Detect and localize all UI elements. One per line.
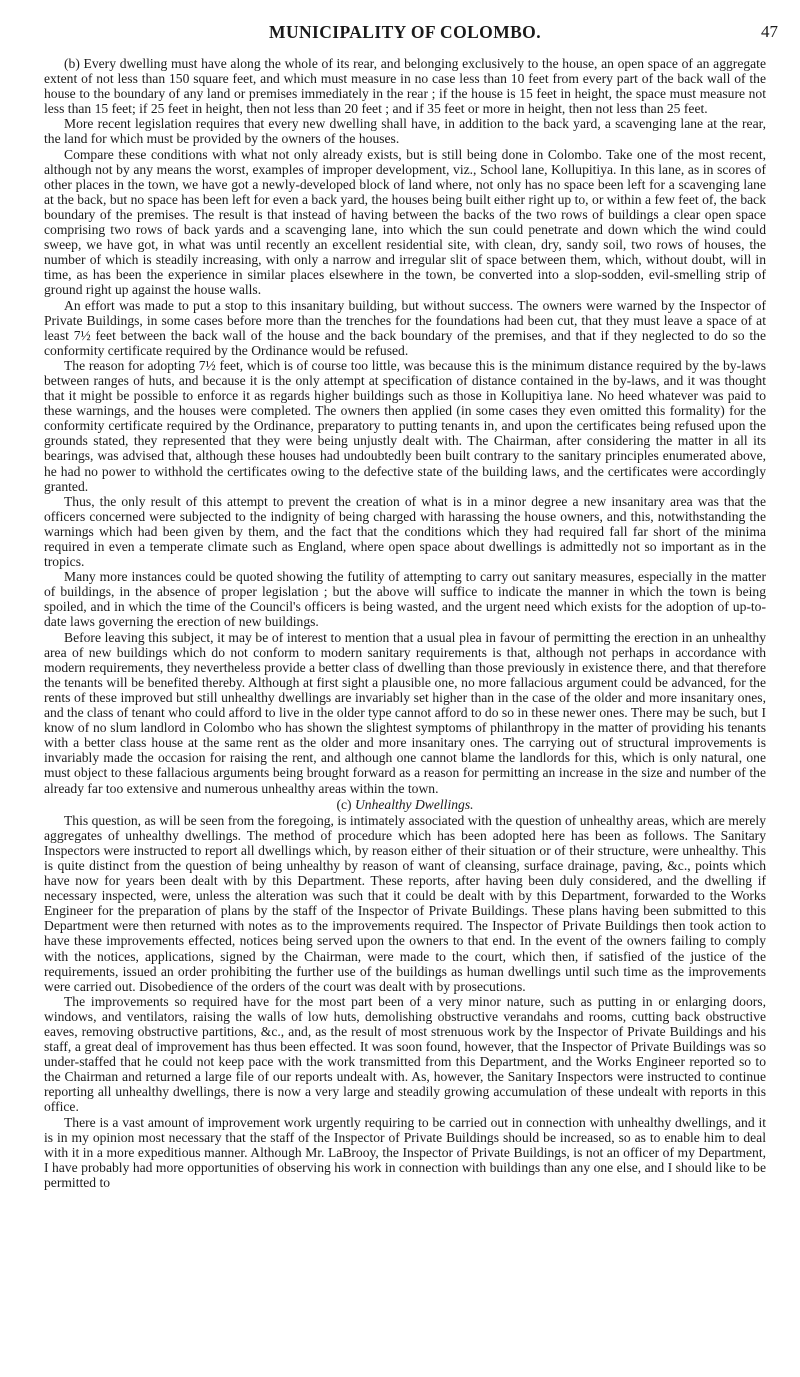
paragraph: Many more instances could be quoted showing the futility of attempting to carry out sanitary measures, especially in the matter of buildings, in the absence of proper legislation ; but the above will suffice to indicate the manner in which the town is being spoiled, and in which the time of the Council's officers is being wasted, and the urgent need which exists for the adoption of up-to-date laws governing the erection of new buildings. (44, 569, 766, 630)
paragraph: The reason for adopting 7½ feet, which is of course too little, was because this is the minimum distance required by the by-laws between ranges of huts, and because it is the only attempt at specification of distance contained in the by-laws, and it was thought that it might be possible to enforce it as regards higher buildings such as those in Kollupitiya lane. No heed whatever was paid to these warnings, and the houses were completed. The owners then applied (in some cases they even omitted this formality) for the conformity certificate required by the Ordinance, preparatory to putting tenants in, and upon the certificates being refused upon the grounds stated, they represented that they were being unjustly dealt with. The Chairman, after considering the matter in all its bearings, was advised that, although these houses had undoubtedly been built contrary to the sanitary principles enumerated above, he had no power to withhold the certificates owing to the defective state of the building laws, and the certificates were accordingly granted. (44, 357, 766, 494)
section-label: (c) (336, 796, 352, 812)
paragraph: This question, as will be seen from the foregoing, is intimately associated with the question of unhealthy areas, which are merely aggregates of unhealthy dwellings. The method of procedure which has been adopted here has been as follows. The Sanitary Inspectors were instructed to report all dwellings which, by reason either of their situation or of their structure, were unhealthy. This is quite distinct from the question of being unhealthy by reason of want of cleansing, surface drainage, paving, &c., points which have now for years been dealt with by this Department. These reports, after having been duly considered, and the dwelling if necessary inspected, were, unless the alteration was such that it could be dealt with by this Department, forwarded to the Works Engineer for the preparation of plans by the staff of the Inspector of Private Buildings. These plans having been submitted to this Department were then returned with notes as to the improvements required. The Inspector of Private Buildings then took action to have these improvements effected, notices being served upon the owners to that end. In the event of the owners failing to comply with the notices, applications, signed by the Chairman, were made to the court, which then, if satisfied of the justice of the requirements, issued an order prohibiting the further use of the buildings as human dwellings until such time as the improvements were carried out. Disobedience of the orders of the court was dealt with by prosecutions. (44, 812, 766, 994)
body-text (44, 56, 766, 1190)
paragraph: Compare these conditions with what not only already exists, but is still being done in Colombo. Take one of the most recent, although not by any means the worst, examples of improper development, viz., School lane, Kollupitiya. In this lane, as in scores of other places in the town, we have got a newly-developed block of land where, not only has no space been left for a scavenging lane at the back, but no space has been left for even a back yard, the houses being built either right up to, or within a few feet of, the back boundary of the premises. The result is that instead of having between the backs of the two rows of buildings a clear open space comprising two rows of back yards and a scavenging lane, into which the sun could penetrate and down which the wind could sweep, we have got, in what was until recently an excellent residential site, with clean, dry, sandy soil, two rows of houses, the number of which is steadily increasing, with only a narrow and irregular slit of space between them, which, without doubt, will in time, as has been the experience in similar places elsewhere in the town, be converted into a slop-sodden, evil-smelling strip of ground right up against the house walls. (44, 146, 766, 298)
paragraph: There is a vast amount of improvement work urgently requiring to be carried out in connection with unhealthy dwellings, and it is in my opinion most necessary that the staff of the Inspector of Private Buildings should be increased, so as to enable him to deal with it in a more expeditious manner. Although Mr. LaBrooy, the Inspector of Private Buildings, is not an officer of my Department, I have probably had more opportunities of observing his work in connection with buildings than any one else, and I should like to be permitted to (44, 1114, 766, 1190)
paragraph: (b) Every dwelling must have along the whole of its rear, and belonging exclusively to the house, an open space of an aggregate extent of not less than 150 square feet, and which must measure in no case less than 10 feet from every part of the back wall of the house to the boundary of any land or premises immediately in the rear ; if the house is 15 feet in height, the space must measure not less than 15 feet; if 25 feet in height, then not less than 20 feet ; and if 35 feet or more in height, then not less than 25 feet. (44, 56, 766, 117)
page-header (44, 22, 778, 56)
paragraph: The improvements so required have for the most part been of a very minor nature, such as putting in or enlarging doors, windows, and ventilators, raising the walls of low huts, demolishing obstructive verandahs and rooms, cutting back obstructive eaves, removing obstructive partitions, &c., and, as the result of most strenuous work by the Inspector of Private Buildings and his staff, a great deal of improvement has thus been effected. It was soon found, however, that the Inspector of Private Buildings was so under-staffed that he could not keep pace with the work transmitted from this Department, and the Works Engineer reported so to the Chairman and returned a large file of our reports undealt with. As, however, the Sanitary Inspectors were instructed to continue reporting all unhealthy dwellings, there is now a very large and steadily growing accumulation of these undealt with reports in this office. (44, 993, 766, 1115)
document-page (44, 22, 778, 1190)
paragraph: More recent legislation requires that every new dwelling shall have, in addition to the back yard, a scavenging lane at the rear, the land for which must be provided by the owners of the houses. (44, 116, 766, 147)
page-number: 47 (761, 22, 778, 41)
section-heading (44, 796, 766, 813)
paragraph: Thus, the only result of this attempt to prevent the creation of what is in a minor degree a new insanitary area was that the officers concerned were subjected to the indignity of being charged with harassing the house owners, and this, notwithstanding the warnings which had been given by them, and the fact that the conditions which they had required fall far short of the minima required in even a temperate climate such as England, where open space about dwellings is admittedly not so important as in the tropics. (44, 493, 766, 570)
paragraph: Before leaving this subject, it may be of interest to mention that a usual plea in favour of permitting the erection in an unhealthy area of new buildings which do not conform to modern sanitary requirements is that, although not perhaps in accordance with modern requirements, they nevertheless provide a better class of dwelling than those previously in existence there, and that therefore the tenants will be benefited thereby. Although at first sight a plausible one, no more fallacious argument could be advanced, for the rents of these improved but still unhealthy dwellings are invariably set higher than in the case of the older and more insanitary ones, and the class of tenant who could afford to live in the older type cannot afford to do so in these newer ones. There may be such, but I know of no slum landlord in Colombo who has shown the slightest symptoms of philanthropy in the matter of providing his tenants with a better class house at the same rent as the older and more insanitary ones. The carrying out of structural improvements is invariably made the occasion for raising the rent, and although one cannot blame the landlords for this, which is only natural, one must object to these fallacious arguments being brought forward as a reason for permitting an increase in the size and number of the already far too extensive and numerous unhealthy areas within the town. (44, 629, 766, 796)
paragraph: An effort was made to put a stop to this insanitary building, but without success. The owners were warned by the Inspector of Private Buildings, in some cases before more than the trenches for the foundations had been cut, that they must leave a space of at least 7½ feet between the back wall of the house and the back boundary of the premises, and that if they neglected to do so the conformity certificate required by the Ordinance would be refused. (44, 297, 766, 358)
running-title: MUNICIPALITY OF COLOMBO. (269, 22, 541, 42)
section-title: Unhealthy Dwellings. (354, 796, 474, 812)
